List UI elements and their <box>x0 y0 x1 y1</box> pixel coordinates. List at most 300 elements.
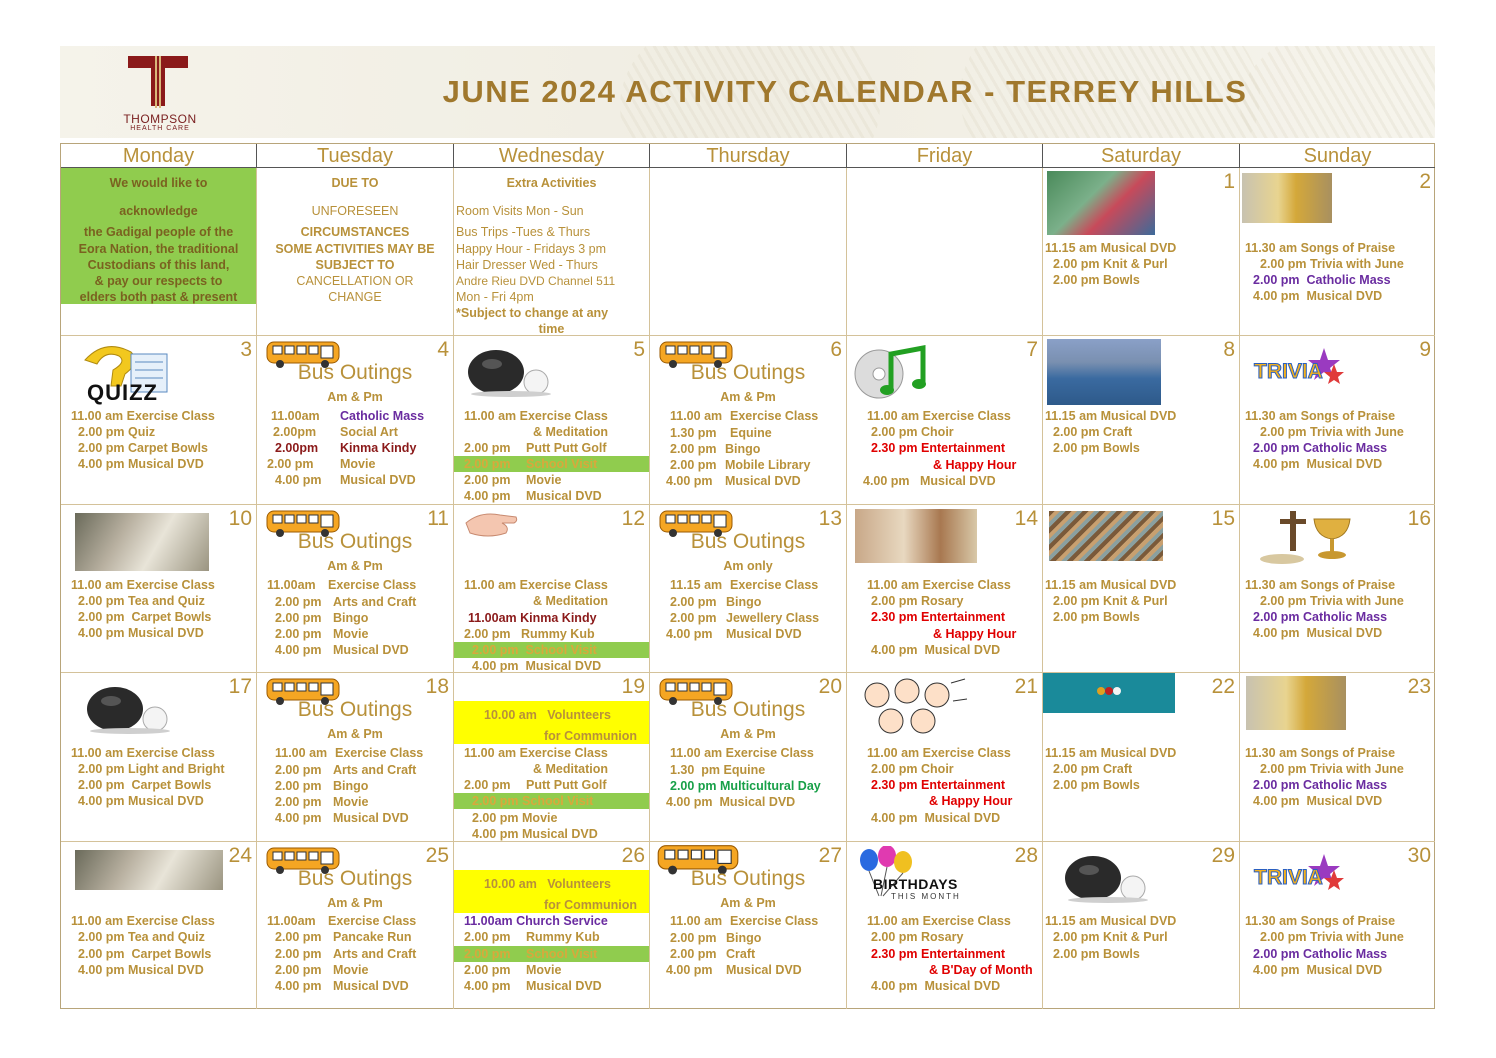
day-number: 9 <box>1419 338 1431 361</box>
day-header-wednesday: Wednesday <box>454 144 650 168</box>
activity-name: Movie <box>333 627 369 641</box>
activity-time: 11.00 am <box>275 746 328 760</box>
activity-line: 11.00 am Exercise Class <box>71 578 215 592</box>
activity-line: 2.00 pm Bowls <box>1053 947 1140 961</box>
tea-and-quiz-photo <box>75 513 209 571</box>
day-cell-7 <box>847 336 1043 505</box>
note-cell-extra-activities <box>454 168 650 336</box>
bus-outings-label: Bus Outings <box>297 698 413 721</box>
tea-and-quiz-photo <box>75 850 223 890</box>
activity-line: 11.30 am Songs of Praise <box>1245 578 1396 592</box>
activity-name: Pancake Run <box>333 930 412 944</box>
activity-line: 2.00 pm Catholic Mass <box>1253 441 1388 455</box>
hand-icon <box>464 509 520 539</box>
activity-time: 2.00 pm <box>275 795 322 809</box>
chalice-image <box>1242 173 1332 223</box>
activity-line: 4.00 pm Musical DVD <box>472 659 602 673</box>
activity-time: 2.00 pm <box>670 458 717 472</box>
day-number: 5 <box>633 338 645 361</box>
activity-name: Musical DVD <box>726 963 802 977</box>
trivia-label: TRIVIA <box>1254 360 1323 383</box>
activity-line: 11.00 am Exercise Class <box>464 409 608 423</box>
activity-line: 2.00 pm Trivia with June <box>1260 425 1404 439</box>
activity-time: 2.00pm <box>275 441 319 455</box>
page-header <box>60 46 1435 138</box>
activity-line: 11.00 am Exercise Class <box>71 409 215 423</box>
activity-line: 11.00 am Exercise Class <box>867 914 1011 928</box>
day-number: 2 <box>1419 170 1431 193</box>
activity-line: 11.15 am Musical DVD <box>1045 746 1177 760</box>
activity-line: 2.00 pm Knit & Purl <box>1053 930 1168 944</box>
note-line: SOME ACTIVITIES MAY BE <box>275 242 435 256</box>
activity-time: 2.00 pm <box>464 963 511 977</box>
activity-time: 2.00 pm <box>464 441 511 455</box>
activity-line: 11.00 am Exercise Class <box>71 746 215 760</box>
activity-line: & Meditation <box>533 762 608 776</box>
activity-line: 2.00 pm Knit & Purl <box>1053 257 1168 271</box>
activity-line: & Meditation <box>533 594 608 608</box>
activity-line: 4.00 pm Musical DVD <box>1253 457 1383 471</box>
day-cell-12 <box>454 505 650 673</box>
activity-time: 2.00 pm <box>464 473 511 487</box>
knitting-needles-photo <box>1049 511 1163 561</box>
activity-name: Musical DVD <box>526 489 602 503</box>
activity-line: 2.00 pm School Visit <box>454 793 649 809</box>
note-line: Extra Activities <box>506 176 597 190</box>
note-line: acknowledge <box>119 204 198 218</box>
day-cell-13 <box>650 505 847 673</box>
activity-line: 2.00 pm Rosary <box>871 930 964 944</box>
knitting-image <box>1047 171 1155 235</box>
day-cell-6 <box>650 336 847 505</box>
activity-time: 4.00 pm <box>666 474 713 488</box>
note-line: & pay our respects to <box>94 274 223 288</box>
day-cell-11 <box>257 505 454 673</box>
bus-time-label: Am & Pm <box>720 896 776 910</box>
activity-name: School Visit <box>526 947 598 961</box>
day-cell-25 <box>257 842 454 1009</box>
activity-name: Arts and Craft <box>333 595 417 609</box>
activity-time: 2.00 pm <box>275 611 322 625</box>
activity-line: 2.30 pm Entertainment <box>871 610 1006 624</box>
day-cell-30 <box>1240 842 1435 1009</box>
activity-name: School Visit <box>526 457 598 471</box>
activity-line: 2.00 pm Catholic Mass <box>1253 273 1391 287</box>
empty-cell <box>847 168 1043 336</box>
activity-line: 4.00 pm Musical DVD <box>863 474 996 488</box>
activity-time: 2.00 pm <box>267 457 314 471</box>
day-number: 1 <box>1223 170 1235 193</box>
day-number: 24 <box>228 844 252 867</box>
activity-time: 2.00 pm <box>275 595 322 609</box>
trivia-label: TRIVIA <box>1254 866 1323 889</box>
activity-name: Social Art <box>340 425 398 439</box>
activity-time: 2.00 pm <box>670 947 717 961</box>
note-line: Room Visits Mon - Sun <box>456 204 584 218</box>
day-number: 20 <box>818 675 842 698</box>
activity-name: Exercise Class <box>730 409 819 423</box>
activity-line: 11.15 am Musical DVD <box>1045 578 1177 592</box>
volunteers-line: 10.00 am Volunteers <box>484 708 611 722</box>
page-title: JUNE 2024 ACTIVITY CALENDAR - TERREY HILLS <box>442 74 1248 109</box>
activity-name: Catholic Mass <box>340 409 425 423</box>
note-line: the Gadigal people of the <box>83 225 234 239</box>
activity-line: 2.00 pm Bowls <box>1053 610 1140 624</box>
activity-time: 2.00 pm <box>464 930 511 944</box>
activity-line: 2.00 pm Light and Bright <box>78 762 225 776</box>
day-number: 26 <box>621 844 645 867</box>
day-number: 27 <box>818 844 842 867</box>
rosary-altar-photo <box>855 509 977 563</box>
activity-line: 4.00 pm Musical DVD <box>666 795 796 809</box>
birthdays-label: BIRTHDAYS <box>873 876 958 892</box>
quiz-label: QUIZZ <box>87 380 158 405</box>
day-number: 14 <box>1014 507 1038 530</box>
day-number: 30 <box>1407 844 1431 867</box>
caduceus-t-icon <box>128 56 188 106</box>
day-cell-9 <box>1240 336 1435 505</box>
activity-name: Bingo <box>726 595 762 609</box>
activity-time: 4.00 pm <box>666 627 713 641</box>
activity-time: 4.00 pm <box>464 979 511 993</box>
volunteers-line: 10.00 am Volunteers <box>484 877 611 891</box>
day-cell-17 <box>61 673 257 842</box>
activity-line: 2.00 pm Catholic Mass <box>1253 610 1388 624</box>
activity-name: Bingo <box>725 442 761 456</box>
bus-outings-label: Bus Outings <box>297 530 413 553</box>
day-number: 18 <box>425 675 449 698</box>
empty-cell <box>650 168 847 336</box>
day-cell-16 <box>1240 505 1435 673</box>
activity-time: 2.00 pm <box>275 763 322 777</box>
note-line: Hair Dresser Wed - Thurs <box>456 258 598 272</box>
activity-line: 4.00 pm Musical DVD <box>1253 626 1383 640</box>
activity-line: 11.30 am Songs of Praise <box>1245 746 1396 760</box>
activity-line: 11.00 am Exercise Class <box>867 746 1011 760</box>
day-cell-15 <box>1043 505 1240 673</box>
note-line: elders both past & present <box>79 290 238 304</box>
bus-outings-label: Bus Outings <box>690 530 806 553</box>
activity-line: 11.00 am Exercise Class <box>71 914 215 928</box>
activity-time: 11.00am <box>267 914 316 928</box>
activity-line: 2.00 pm Movie <box>472 811 558 825</box>
this-month-label: THIS MONTH <box>891 892 961 901</box>
bus-outings-label: Bus Outings <box>690 698 806 721</box>
activity-line: 4.00 pm Musical DVD <box>871 979 1001 993</box>
activity-name: Movie <box>526 473 562 487</box>
activity-name: Musical DVD <box>333 643 409 657</box>
activity-line: & Happy Hour <box>933 458 1017 472</box>
activity-line: 2.00 pm Rosary <box>871 594 964 608</box>
activity-line: 4.00 pm Musical DVD <box>1253 963 1383 977</box>
day-number: 16 <box>1407 507 1431 530</box>
day-header-monday: Monday <box>61 144 257 168</box>
activity-name: Musical DVD <box>526 979 602 993</box>
day-number: 3 <box>240 338 252 361</box>
lawn-bowls-icon <box>1063 854 1151 904</box>
lawn-bowls-icon <box>85 685 173 735</box>
day-number: 28 <box>1014 844 1038 867</box>
note-line: Andre Rieu DVD Channel 511 <box>456 274 616 288</box>
activity-line: 4.00 pm Musical DVD <box>871 811 1001 825</box>
day-cell-21 <box>847 673 1043 842</box>
day-number: 12 <box>621 507 645 530</box>
activity-line: 2.00 pm Craft <box>1053 425 1133 439</box>
bus-time-label: Am & Pm <box>327 896 383 910</box>
activity-time: 2.00 pm <box>275 627 322 641</box>
bus-outings-label: Bus Outings <box>690 361 806 384</box>
day-number: 23 <box>1407 675 1431 698</box>
day-header-friday: Friday <box>847 144 1043 168</box>
activity-name: Musical DVD <box>333 811 409 825</box>
activity-time: 4.00 pm <box>464 489 511 503</box>
day-header-sunday: Sunday <box>1240 144 1435 168</box>
day-cell-5 <box>454 336 650 505</box>
activity-time: 2.00 pm <box>670 595 717 609</box>
music-cd-icon <box>851 340 935 400</box>
activity-line: 2.00 pm Bowls <box>1053 273 1140 287</box>
activity-line: 11.30 am Songs of Praise <box>1245 241 1396 255</box>
activity-line: 4.00 pm Musical DVD <box>78 963 204 977</box>
activity-time: 4.00 pm <box>666 963 713 977</box>
activity-line: 4.00 pm Musical DVD <box>78 626 204 640</box>
activity-name: Musical DVD <box>333 979 409 993</box>
note-line: UNFORESEEN <box>311 204 399 218</box>
activity-name: Movie <box>526 963 562 977</box>
activity-time: 2.00 pm <box>464 457 511 471</box>
choir-singers-icon <box>855 675 973 741</box>
activity-line: 4.00 pm Musical DVD <box>1253 289 1383 303</box>
activity-name: Jewellery Class <box>726 611 820 625</box>
activity-time: 4.00 pm <box>275 979 322 993</box>
note-line: DUE TO <box>331 176 379 190</box>
day-number: 8 <box>1223 338 1235 361</box>
activity-line: 11.00 am Exercise Class <box>464 578 608 592</box>
bus-time-label: Am & Pm <box>720 390 776 404</box>
day-header-saturday: Saturday <box>1043 144 1240 168</box>
activity-name: Putt Putt Golf <box>526 778 607 792</box>
activity-name: Mobile Library <box>725 458 811 472</box>
activity-time: 11.00am <box>271 409 320 423</box>
activity-line: & Happy Hour <box>929 794 1013 808</box>
activity-time: 2.00 pm <box>670 611 717 625</box>
activity-line: 11.00 am Exercise Class <box>867 409 1011 423</box>
bus-time-label: Am & Pm <box>720 727 776 741</box>
activity-time: 2.00 pm <box>275 947 322 961</box>
volunteers-line: for Communion <box>544 729 638 743</box>
note-line: Custodians of this land, <box>87 258 230 272</box>
activity-line: 2.00 pm Catholic Mass <box>1253 947 1388 961</box>
activity-name: Bingo <box>726 931 762 945</box>
activity-name: Exercise Class <box>328 578 417 592</box>
activity-line: 11.00am Kinma Kindy <box>468 611 597 625</box>
activity-line: 2.00 pm Carpet Bowls <box>78 778 212 792</box>
activity-time: 4.00 pm <box>275 473 322 487</box>
activity-name: Exercise Class <box>730 914 819 928</box>
activity-time: 1.30 pm <box>670 426 717 440</box>
note-line: CIRCUMSTANCES <box>300 225 410 239</box>
calendar-grid <box>60 143 1435 1009</box>
activity-line: 2.00 pm Trivia with June <box>1260 594 1404 608</box>
activity-line: 2.00 pm Choir <box>871 425 954 439</box>
note-line: Bus Trips -Tues & Thurs <box>456 225 591 239</box>
day-number: 25 <box>425 844 449 867</box>
bus-time-label: Am & Pm <box>327 559 383 573</box>
note-line: Mon - Fri 4pm <box>456 290 534 304</box>
day-cell-19 <box>454 673 650 842</box>
day-cell-20 <box>650 673 847 842</box>
activity-line: 2.00 pm Tea and Quiz <box>78 930 205 944</box>
bus-outings-label: Bus Outings <box>690 867 806 890</box>
activity-line: & Meditation <box>533 425 608 439</box>
day-cell-28 <box>847 842 1043 1009</box>
day-number: 21 <box>1014 675 1038 698</box>
activity-name: Kinma Kindy <box>340 441 417 455</box>
activity-time: 2.00 pm <box>670 442 717 456</box>
activity-time: 11.00am <box>267 578 316 592</box>
activity-name: Musical DVD <box>726 627 802 641</box>
lawn-bowls-icon <box>466 348 554 398</box>
activity-name: Movie <box>333 963 369 977</box>
carpet-bowls-photo <box>1047 339 1161 405</box>
activity-line: 2.00 pm Bowls <box>1053 441 1140 455</box>
activity-line: 11.00 am Exercise Class <box>867 578 1011 592</box>
bus-time-label: Am & Pm <box>327 727 383 741</box>
day-cell-3 <box>61 336 257 505</box>
activity-time: 11.00 am <box>670 914 723 928</box>
day-number: 22 <box>1211 675 1235 698</box>
activity-line: 2.00 pm Trivia with June <box>1260 930 1404 944</box>
day-number: 10 <box>228 507 252 530</box>
activity-name: Musical DVD <box>725 474 801 488</box>
activity-name: Bingo <box>333 611 369 625</box>
activity-line: 2.30 pm Entertainment <box>871 947 1006 961</box>
note-line: Eora Nation, the traditional <box>78 242 239 256</box>
activity-line: 1.30 pm Equine <box>670 763 766 777</box>
day-header-thursday: Thursday <box>650 144 847 168</box>
activity-line: 4.00 pm Musical DVD <box>78 457 204 471</box>
activity-line: 2.00 pm Carpet Bowls <box>78 610 212 624</box>
activity-line: 2.00 pm Tea and Quiz <box>78 594 205 608</box>
activity-line: 11.30 am Songs of Praise <box>1245 409 1396 423</box>
bus-outings-label: Bus Outings <box>297 867 413 890</box>
activity-line: 2.00 pm Carpet Bowls <box>78 441 208 455</box>
activity-line: 4.00 pm Musical DVD <box>78 794 204 808</box>
activity-line: 2.30 pm Entertainment <box>871 441 1006 455</box>
day-cell-29 <box>1043 842 1240 1009</box>
day-cell-24 <box>61 842 257 1009</box>
note-line: We would like to <box>109 176 208 190</box>
activity-line: 2.00 pm School Visit <box>454 642 649 658</box>
activity-line: 2.00 pm Rummy Kub <box>464 627 595 641</box>
note-line: CANCELLATION OR <box>296 274 414 288</box>
activity-line: 11.00 am Exercise Class <box>464 746 608 760</box>
activity-line: 2.00 pm Trivia with June <box>1260 762 1404 776</box>
day-cell-22 <box>1043 673 1240 842</box>
bus-time-label: Am only <box>723 559 773 573</box>
bus-outings-label: Bus Outings <box>297 361 413 384</box>
activity-line: 11.00am Church Service <box>464 914 608 928</box>
day-cell-10 <box>61 505 257 673</box>
company-logo: THOMPSON HEALTH CARE <box>110 54 210 136</box>
activity-line: 2.00 pm Craft <box>1053 762 1133 776</box>
activity-name: Rummy Kub <box>526 930 600 944</box>
day-number: 17 <box>228 675 252 698</box>
activity-time: 4.00 pm <box>275 811 322 825</box>
activity-line: & B'Day of Month <box>929 963 1033 977</box>
activity-time: 2.00 pm <box>464 947 511 961</box>
activity-name: Equine <box>730 426 772 440</box>
note-line: *Subject to change at any <box>456 306 609 320</box>
day-number: 6 <box>830 338 842 361</box>
activity-name: Bingo <box>333 779 369 793</box>
activity-line: 2.00 pm Quiz <box>78 425 156 439</box>
day-cell-8 <box>1043 336 1240 505</box>
activity-name: Musical DVD <box>340 473 416 487</box>
activity-time: 11.00 am <box>670 409 723 423</box>
day-cell-18 <box>257 673 454 842</box>
activity-line: 2.00 pm Trivia with June <box>1260 257 1404 271</box>
note-line: time <box>538 322 565 336</box>
day-number: 13 <box>818 507 842 530</box>
day-cell-4 <box>257 336 454 505</box>
day-number: 15 <box>1211 507 1235 530</box>
activity-line: 11.15 am Musical DVD <box>1045 409 1177 423</box>
chalice-image <box>1246 676 1346 730</box>
communion-chalice-icon <box>1252 509 1376 565</box>
day-number: 19 <box>621 675 645 698</box>
activity-line: 11.30 am Songs of Praise <box>1245 914 1396 928</box>
day-cell-14 <box>847 505 1043 673</box>
activity-name: Arts and Craft <box>333 947 417 961</box>
activity-name: Craft <box>726 947 756 961</box>
activity-name: Exercise Class <box>730 578 819 592</box>
activity-name: Exercise Class <box>335 746 424 760</box>
activity-line: 11.00 am Exercise Class <box>670 746 814 760</box>
day-number: 11 <box>427 507 449 530</box>
pool-table-icon <box>1043 673 1175 713</box>
activity-time: 2.00 pm <box>275 963 322 977</box>
bus-time-label: Am & Pm <box>327 390 383 404</box>
day-number: 7 <box>1026 338 1038 361</box>
day-header-tuesday: Tuesday <box>257 144 454 168</box>
day-cell-26 <box>454 842 650 1009</box>
activity-line: 2.00 pm Choir <box>871 762 954 776</box>
activity-time: 2.00pm <box>273 425 317 439</box>
activity-name: Arts and Craft <box>333 763 417 777</box>
volunteers-line: for Communion <box>544 898 638 912</box>
activity-line: 2.30 pm Entertainment <box>871 778 1006 792</box>
activity-line: 2.00 pm Catholic Mass <box>1253 778 1388 792</box>
day-number: 4 <box>437 338 449 361</box>
activity-line: 2.00 pm Carpet Bowls <box>78 947 212 961</box>
note-line: CHANGE <box>328 290 382 304</box>
activity-line: 11.15 am Musical DVD <box>1045 241 1177 255</box>
day-cell-2 <box>1240 168 1435 336</box>
activity-time: 2.00 pm <box>464 778 511 792</box>
note-line: SUBJECT TO <box>315 258 395 272</box>
day-cell-1 <box>1043 168 1240 336</box>
activity-time: 4.00 pm <box>275 643 322 657</box>
activity-line: 2.00 pm Multicultural Day <box>670 779 821 793</box>
day-number: 29 <box>1211 844 1235 867</box>
activity-time: 2.00 pm <box>275 930 322 944</box>
note-line: Happy Hour - Fridays 3 pm <box>456 242 607 256</box>
activity-line: 4.00 pm Musical DVD <box>871 643 1001 657</box>
activity-time: 11.15 am <box>670 578 723 592</box>
activity-name: Putt Putt Golf <box>526 441 607 455</box>
activity-time: 2.00 pm <box>275 779 322 793</box>
